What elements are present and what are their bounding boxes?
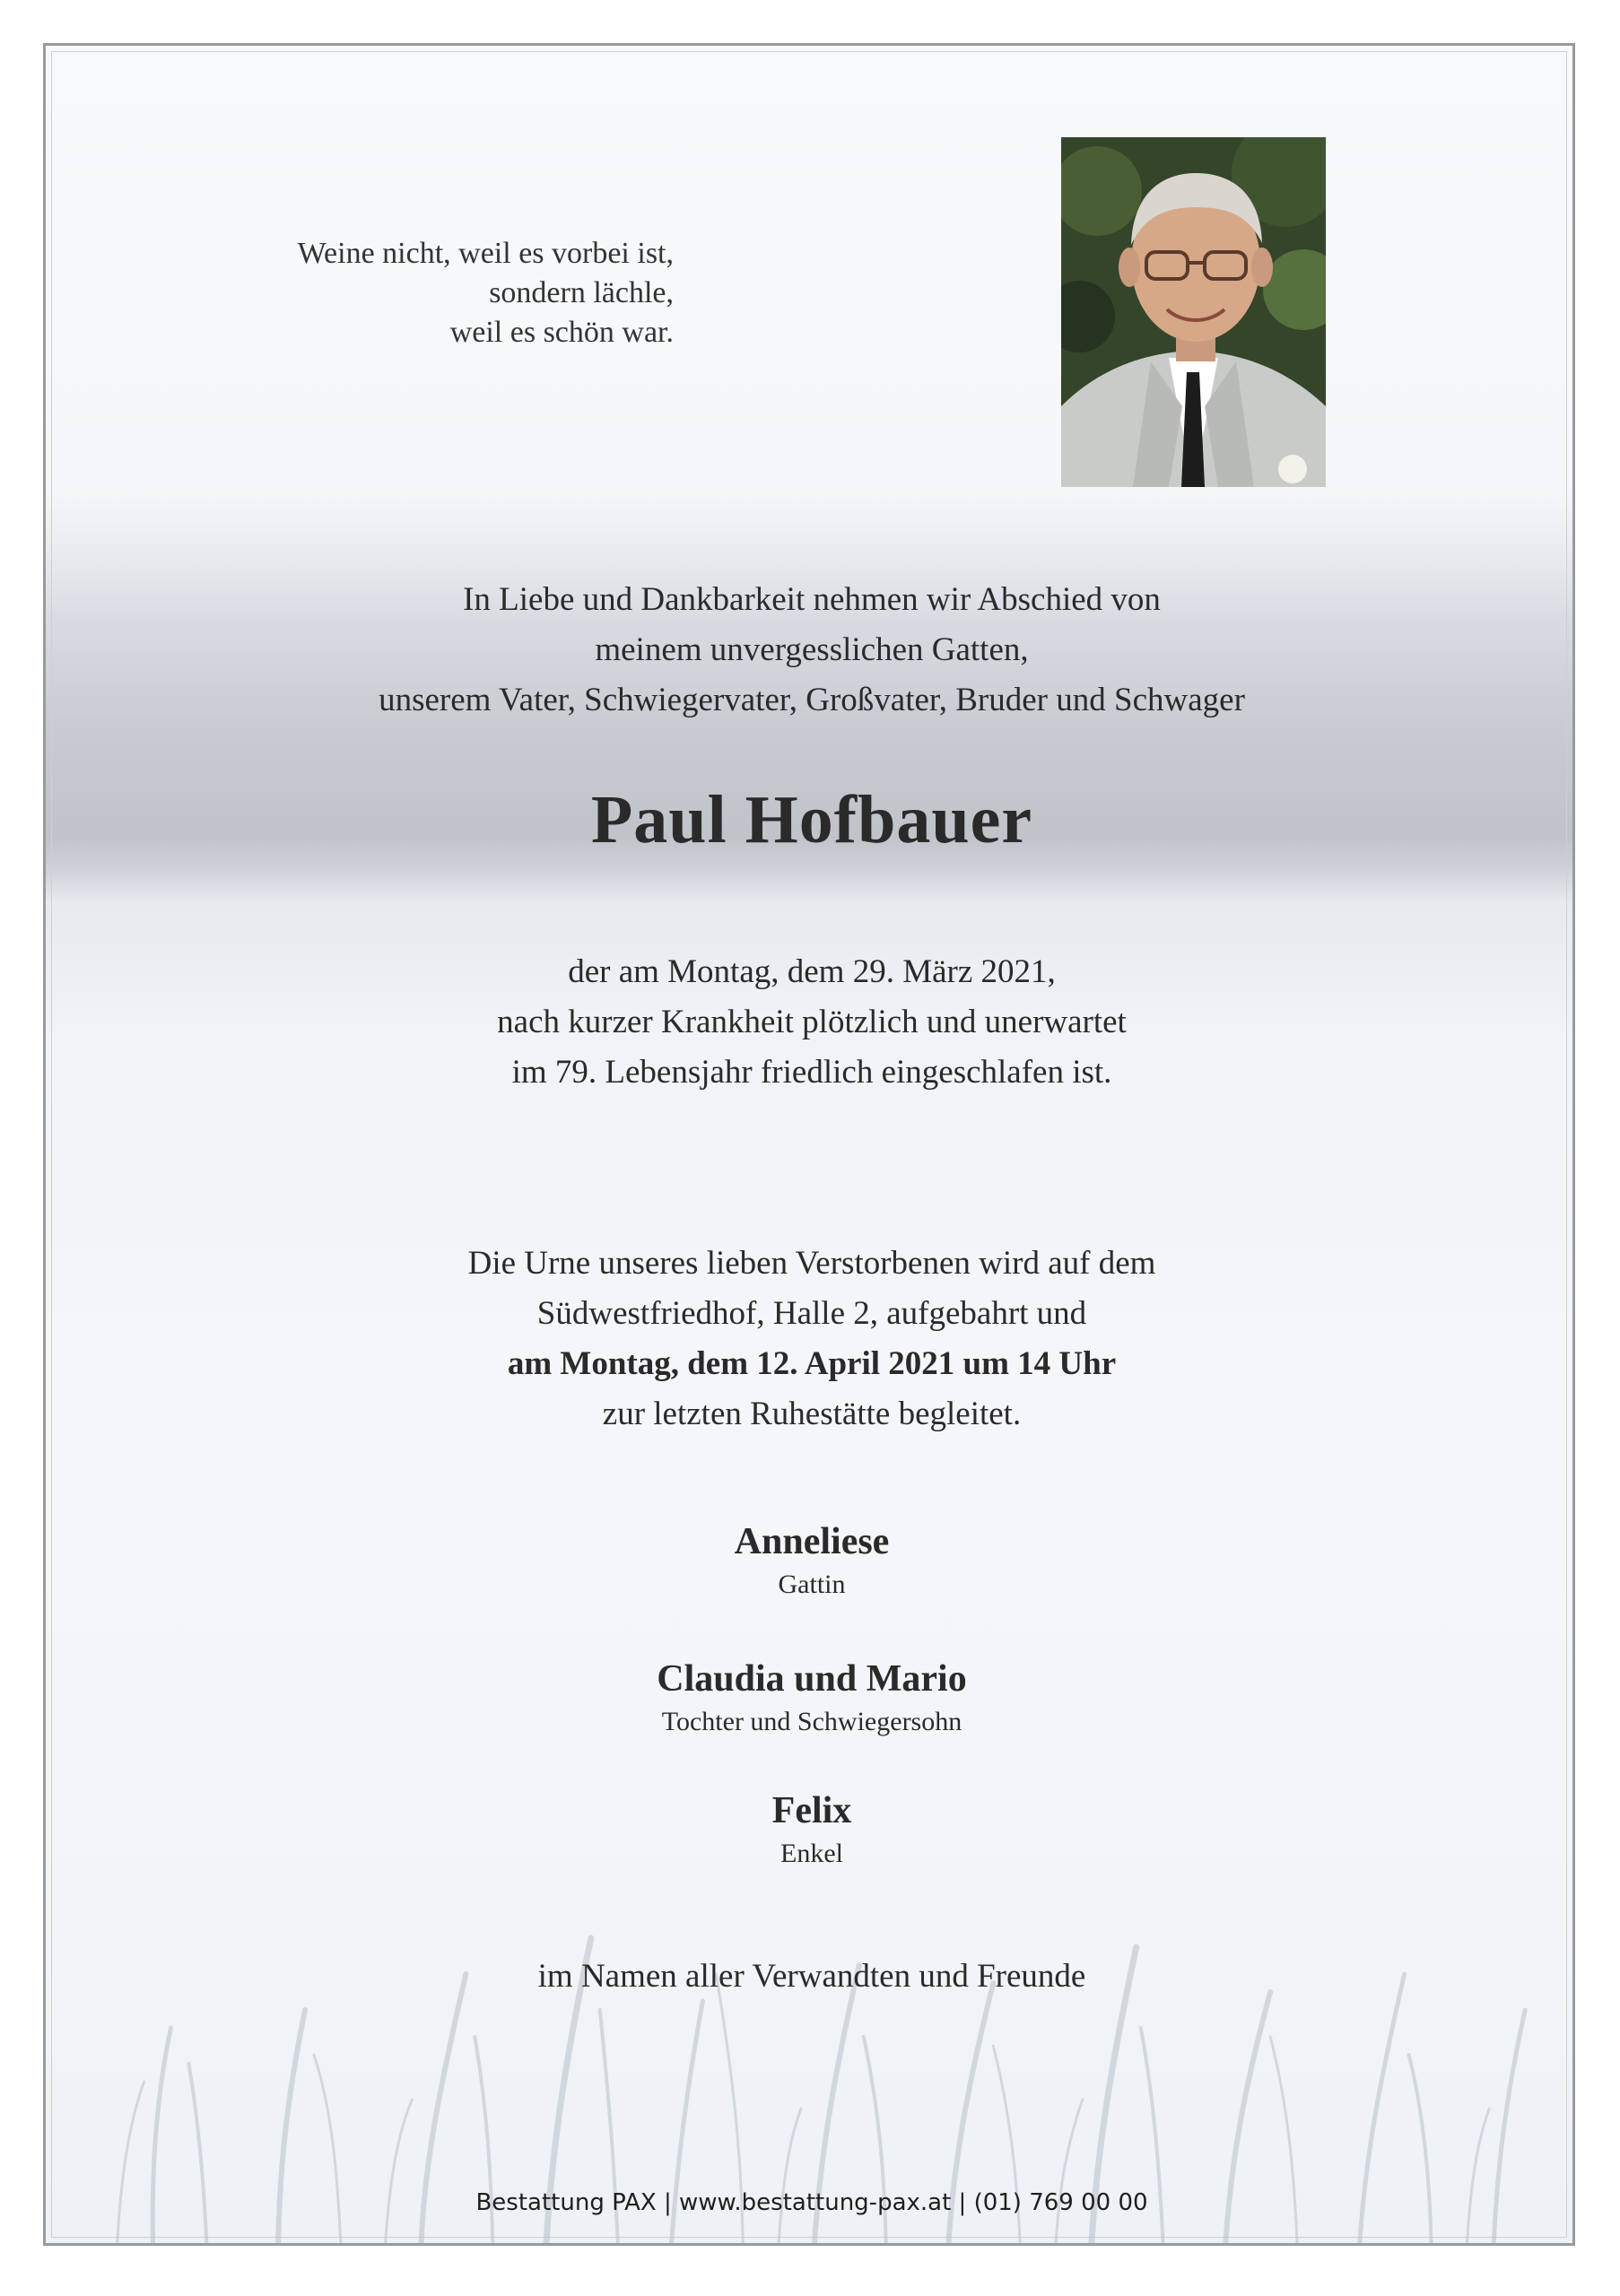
intro-line: unserem Vater, Schwiegervater, Großvater, Bruder und Schwager bbox=[379, 682, 1245, 718]
death-line: im 79. Lebensjahr friedlich eingeschlafen ist. bbox=[511, 1054, 1112, 1091]
funeral-line: zur letzten Ruhestätte begleitet. bbox=[602, 1396, 1022, 1432]
funeral-date: am Montag, dem 12. April 2021 um 14 Uhr bbox=[507, 1345, 1117, 1382]
closing-text: im Namen aller Verwandten und Freunde bbox=[537, 1958, 1086, 1995]
funeral-line: Südwestfriedhof, Halle 2, aufgebahrt und bbox=[536, 1295, 1087, 1332]
quote-line: sondern lächle, bbox=[489, 276, 674, 309]
family-member-name: Felix bbox=[771, 1790, 852, 1831]
quote bbox=[207, 234, 674, 352]
quote-line: weil es schön war. bbox=[449, 316, 674, 349]
intro-text bbox=[46, 575, 1578, 726]
intro-line: meinem unvergesslichen Gatten, bbox=[595, 631, 1029, 668]
portrait-illustration bbox=[1061, 137, 1326, 487]
portrait-photo bbox=[1061, 137, 1326, 487]
death-line: nach kurzer Krankheit plötzlich und unerwartet bbox=[497, 1004, 1127, 1040]
intro-line: In Liebe und Dankbarkeit nehmen wir Abschied von bbox=[463, 581, 1161, 618]
obituary-card bbox=[43, 43, 1575, 2246]
family-member bbox=[46, 1786, 1578, 1872]
family-member-name: Claudia und Mario bbox=[657, 1658, 967, 1700]
family-member-role: Tochter und Schwiegersohn bbox=[661, 1707, 962, 1736]
family-member bbox=[46, 1654, 1578, 1740]
closing-line bbox=[46, 1952, 1578, 2002]
family-member-name: Anneliese bbox=[734, 1521, 890, 1562]
funeral-info bbox=[46, 1239, 1578, 1439]
family-member-role: Enkel bbox=[780, 1839, 843, 1868]
family-member-role: Gattin bbox=[778, 1570, 846, 1599]
funeral-home-footer: Bestattung PAX | www.bestattung-pax.at | (01) 769 00 00 bbox=[475, 2189, 1148, 2216]
death-notice bbox=[46, 947, 1578, 1098]
funeral-line: Die Urne unseres lieben Verstorbenen wird auf dem bbox=[467, 1245, 1156, 1282]
deceased-name: Paul Hofbauer bbox=[590, 782, 1033, 857]
quote-line: Weine nicht, weil es vorbei ist, bbox=[297, 237, 674, 270]
death-line: der am Montag, dem 29. März 2021, bbox=[568, 953, 1056, 990]
family-member bbox=[46, 1517, 1578, 1603]
